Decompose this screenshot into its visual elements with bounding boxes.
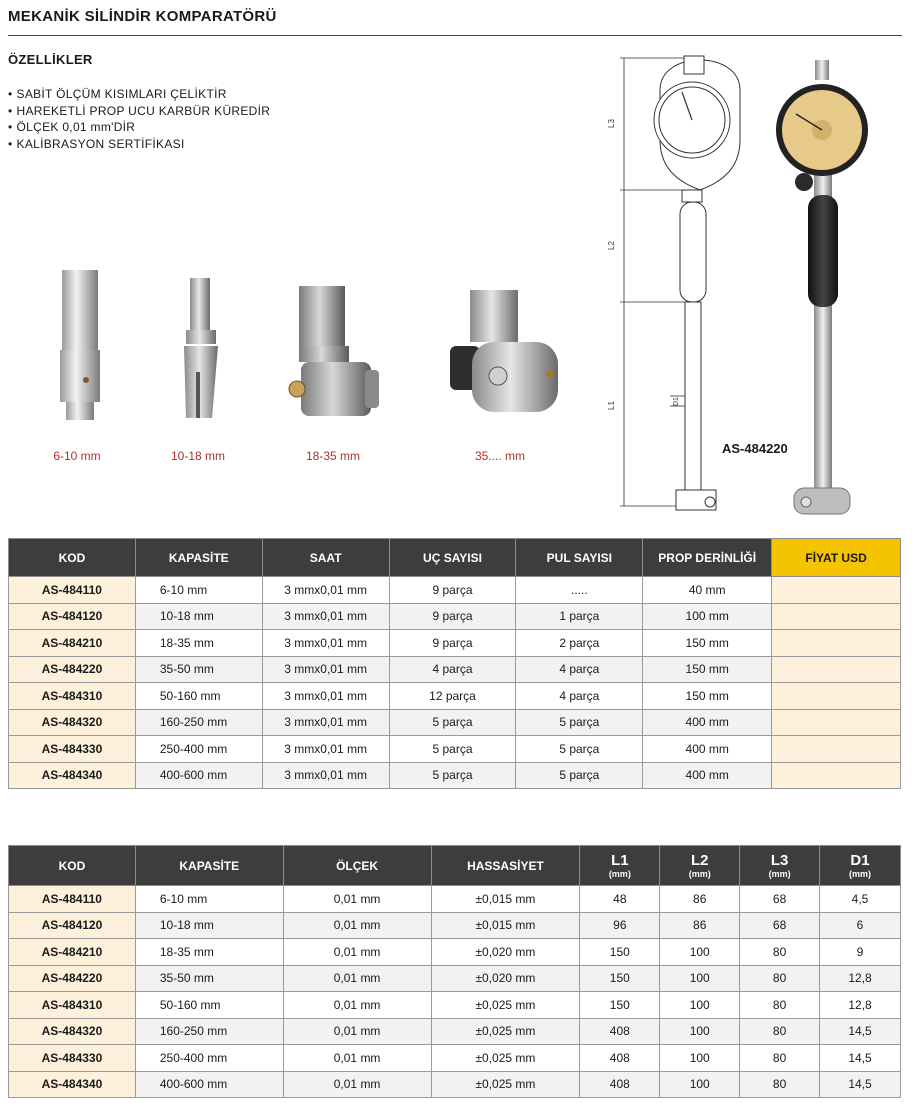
feature-item: • SABİT ÖLÇÜM KISIMLARI ÇELİKTİR — [8, 86, 270, 103]
accuracy-cell: ±0,020 mm — [431, 965, 580, 992]
l2-cell: 100 — [660, 1018, 740, 1045]
feature-item: • KALİBRASYON SERTİFİKASI — [8, 136, 270, 153]
code-cell: AS-484120 — [9, 912, 136, 939]
tip-10-18-image — [178, 276, 228, 426]
d1-cell: 4,5 — [820, 886, 901, 913]
code-cell: AS-484320 — [9, 1018, 136, 1045]
scale-cell: 0,01 mm — [283, 886, 431, 913]
accuracy-cell: ±0,025 mm — [431, 1071, 580, 1098]
tip-count-cell: 12 parça — [389, 683, 516, 710]
dial-cell: 3 mmx0,01 mm — [262, 762, 389, 789]
table-row — [9, 736, 901, 763]
depth-cell: 400 mm — [643, 709, 772, 736]
col-header-hassasiyet: HASSASİYET — [431, 846, 580, 886]
washer-count-cell: 5 parça — [516, 762, 643, 789]
table-row — [9, 603, 901, 630]
washer-count-cell: 4 parça — [516, 656, 643, 683]
accuracy-cell: ±0,025 mm — [431, 1018, 580, 1045]
tip-count-cell: 4 parça — [389, 656, 516, 683]
code-cell: AS-484210 — [9, 630, 136, 657]
tip-label: 35.... mm — [474, 449, 525, 463]
dial-cell: 3 mmx0,01 mm — [262, 577, 389, 604]
l3-cell: 80 — [740, 1071, 820, 1098]
tip-count-cell: 9 parça — [389, 603, 516, 630]
l3-cell: 68 — [740, 912, 820, 939]
d1-cell: 6 — [820, 912, 901, 939]
col-header-kapasite: KAPASİTE — [135, 539, 262, 577]
accuracy-cell: ±0,025 mm — [431, 992, 580, 1019]
scale-cell: 0,01 mm — [283, 1071, 431, 1098]
capacity-cell: 35-50 mm — [135, 656, 262, 683]
tip-count-cell: 5 parça — [389, 762, 516, 789]
l1-cell: 408 — [580, 1045, 660, 1072]
col-header-saat: SAAT — [262, 539, 389, 577]
table-row — [9, 709, 901, 736]
tip-count-cell: 5 parça — [389, 736, 516, 763]
code-cell: AS-484310 — [9, 683, 136, 710]
tip-count-cell: 5 parça — [389, 709, 516, 736]
dial-cell: 3 mmx0,01 mm — [262, 630, 389, 657]
l3-cell: 80 — [740, 992, 820, 1019]
depth-cell: 400 mm — [643, 762, 772, 789]
dial-cell: 3 mmx0,01 mm — [262, 656, 389, 683]
price-cell — [772, 709, 901, 736]
table-row — [9, 683, 901, 710]
capacity-cell: 18-35 mm — [135, 939, 283, 966]
depth-cell: 100 mm — [643, 603, 772, 630]
capacity-cell: 400-600 mm — [135, 762, 262, 789]
tip-label: 10-18 mm — [170, 449, 226, 463]
d1-cell: 12,8 — [820, 992, 901, 1019]
capacity-cell: 50-160 mm — [135, 683, 262, 710]
feature-item: • ÖLÇEK 0,01 mm'DİR — [8, 119, 270, 136]
capacity-cell: 35-50 mm — [135, 965, 283, 992]
table-row — [9, 762, 901, 789]
code-cell: AS-484330 — [9, 1045, 136, 1072]
dim-l2-label: L2 — [607, 241, 616, 250]
spec-table — [8, 845, 901, 1098]
features-list — [8, 86, 270, 152]
col-header-kod: KOD — [9, 846, 136, 886]
table-row — [9, 656, 901, 683]
depth-cell: 150 mm — [643, 656, 772, 683]
table-row — [9, 1071, 901, 1098]
capacity-cell: 160-250 mm — [135, 709, 262, 736]
dim-l3-label: L3 — [607, 119, 616, 128]
depth-cell: 40 mm — [643, 577, 772, 604]
tip-label: 18-35 mm — [305, 449, 361, 463]
col-header-l3: L3 (mm) — [740, 846, 820, 886]
col-header-kod: KOD — [9, 539, 136, 577]
col-header-pul-sayisi: PUL SAYISI — [516, 539, 643, 577]
capacity-cell: 50-160 mm — [135, 992, 283, 1019]
l3-cell: 80 — [740, 965, 820, 992]
tip-count-cell: 9 parça — [389, 577, 516, 604]
dial-cell: 3 mmx0,01 mm — [262, 736, 389, 763]
tip-label: 6-10 mm — [53, 449, 101, 463]
capacity-cell: 10-18 mm — [135, 603, 262, 630]
capacity-cell: 400-600 mm — [135, 1071, 283, 1098]
capacity-cell: 6-10 mm — [135, 577, 262, 604]
code-cell: AS-484120 — [9, 603, 136, 630]
washer-count-cell: ..... — [516, 577, 643, 604]
code-cell: AS-484340 — [9, 762, 136, 789]
col-header-l2: L2 (mm) — [660, 846, 740, 886]
code-cell: AS-484340 — [9, 1071, 136, 1098]
l3-cell: 68 — [740, 886, 820, 913]
code-cell: AS-484310 — [9, 992, 136, 1019]
l1-cell: 150 — [580, 939, 660, 966]
feature-item: • HAREKETLİ PROP UCU KARBÜR KÜREDİR — [8, 103, 270, 120]
col-header-prop-derinligi: PROP DERİNLİĞİ — [643, 539, 772, 577]
price-table — [8, 538, 901, 789]
title-divider — [8, 35, 902, 36]
scale-cell: 0,01 mm — [283, 939, 431, 966]
table-row — [9, 577, 901, 604]
l2-cell: 100 — [660, 992, 740, 1019]
tip-18-35-image — [285, 284, 385, 424]
gauge-grip — [808, 195, 838, 307]
code-cell: AS-484110 — [9, 577, 136, 604]
table-row — [9, 992, 901, 1019]
code-cell: AS-484110 — [9, 886, 136, 913]
d1-cell: 14,5 — [820, 1018, 901, 1045]
model-label: AS-484220 — [722, 441, 788, 456]
table-row — [9, 630, 901, 657]
washer-count-cell: 5 parça — [516, 736, 643, 763]
col-header-l1: L1 (mm) — [580, 846, 660, 886]
capacity-cell: 160-250 mm — [135, 1018, 283, 1045]
depth-cell: 150 mm — [643, 683, 772, 710]
col-header-uc-sayisi: UÇ SAYISI — [389, 539, 516, 577]
page-title: MEKANİK SİLİNDİR KOMPARATÖRÜ — [8, 8, 277, 25]
l3-cell: 80 — [740, 1045, 820, 1072]
dim-l1-label: L1 — [607, 401, 616, 410]
l2-cell: 100 — [660, 1071, 740, 1098]
lock-knob — [795, 173, 813, 191]
tip-count-cell: 9 parça — [389, 630, 516, 657]
washer-count-cell: 4 parça — [516, 683, 643, 710]
price-cell — [772, 736, 901, 763]
table-row — [9, 886, 901, 913]
depth-cell: 150 mm — [643, 630, 772, 657]
dial-cell: 3 mmx0,01 mm — [262, 683, 389, 710]
l3-cell: 80 — [740, 1018, 820, 1045]
washer-count-cell: 1 parça — [516, 603, 643, 630]
l2-cell: 100 — [660, 965, 740, 992]
l2-cell: 100 — [660, 1045, 740, 1072]
table-row — [9, 912, 901, 939]
scale-cell: 0,01 mm — [283, 965, 431, 992]
price-cell — [772, 603, 901, 630]
price-cell — [772, 656, 901, 683]
code-cell: AS-484330 — [9, 736, 136, 763]
accuracy-cell: ±0,020 mm — [431, 939, 580, 966]
capacity-cell: 250-400 mm — [135, 1045, 283, 1072]
l1-cell: 408 — [580, 1018, 660, 1045]
l3-cell: 80 — [740, 939, 820, 966]
d1-cell: 12,8 — [820, 965, 901, 992]
l1-cell: 48 — [580, 886, 660, 913]
table-row — [9, 965, 901, 992]
accuracy-cell: ±0,015 mm — [431, 886, 580, 913]
price-cell — [772, 630, 901, 657]
code-cell: AS-484320 — [9, 709, 136, 736]
gauge-spindle — [815, 60, 829, 80]
col-header-fiyat: FİYAT USD — [772, 539, 901, 577]
table-row — [9, 1018, 901, 1045]
col-header-olcek: ÖLÇEK — [283, 846, 431, 886]
accuracy-cell: ±0,015 mm — [431, 912, 580, 939]
d1-cell: 14,5 — [820, 1045, 901, 1072]
scale-cell: 0,01 mm — [283, 912, 431, 939]
code-cell: AS-484220 — [9, 656, 136, 683]
d1-cell: 9 — [820, 939, 901, 966]
tip-6-10-image — [50, 268, 110, 428]
col-header-d1: D1 (mm) — [820, 846, 901, 886]
accuracy-cell: ±0,025 mm — [431, 1045, 580, 1072]
price-cell — [772, 577, 901, 604]
capacity-cell: 6-10 mm — [135, 886, 283, 913]
washer-count-cell: 2 parça — [516, 630, 643, 657]
washer-count-cell: 5 parça — [516, 709, 643, 736]
dial-cell: 3 mmx0,01 mm — [262, 709, 389, 736]
l1-cell: 96 — [580, 912, 660, 939]
scale-cell: 0,01 mm — [283, 1018, 431, 1045]
capacity-cell: 10-18 mm — [135, 912, 283, 939]
dial-cell: 3 mmx0,01 mm — [262, 603, 389, 630]
code-cell: AS-484220 — [9, 965, 136, 992]
code-cell: AS-484210 — [9, 939, 136, 966]
dim-d1-label: D1 — [673, 397, 680, 406]
table-row — [9, 939, 901, 966]
l2-cell: 86 — [660, 886, 740, 913]
features-heading: ÖZELLİKLER — [8, 52, 93, 67]
d1-cell: 14,5 — [820, 1071, 901, 1098]
col-header-kapasite: KAPASİTE — [135, 846, 283, 886]
depth-cell: 400 mm — [643, 736, 772, 763]
l2-cell: 100 — [660, 939, 740, 966]
scale-cell: 0,01 mm — [283, 1045, 431, 1072]
price-cell — [772, 683, 901, 710]
price-cell — [772, 762, 901, 789]
l1-cell: 150 — [580, 965, 660, 992]
l1-cell: 150 — [580, 992, 660, 1019]
scale-cell: 0,01 mm — [283, 992, 431, 1019]
capacity-cell: 250-400 mm — [135, 736, 262, 763]
tip-35-plus-image — [428, 288, 568, 423]
l1-cell: 408 — [580, 1071, 660, 1098]
l2-cell: 86 — [660, 912, 740, 939]
table-row — [9, 1045, 901, 1072]
capacity-cell: 18-35 mm — [135, 630, 262, 657]
